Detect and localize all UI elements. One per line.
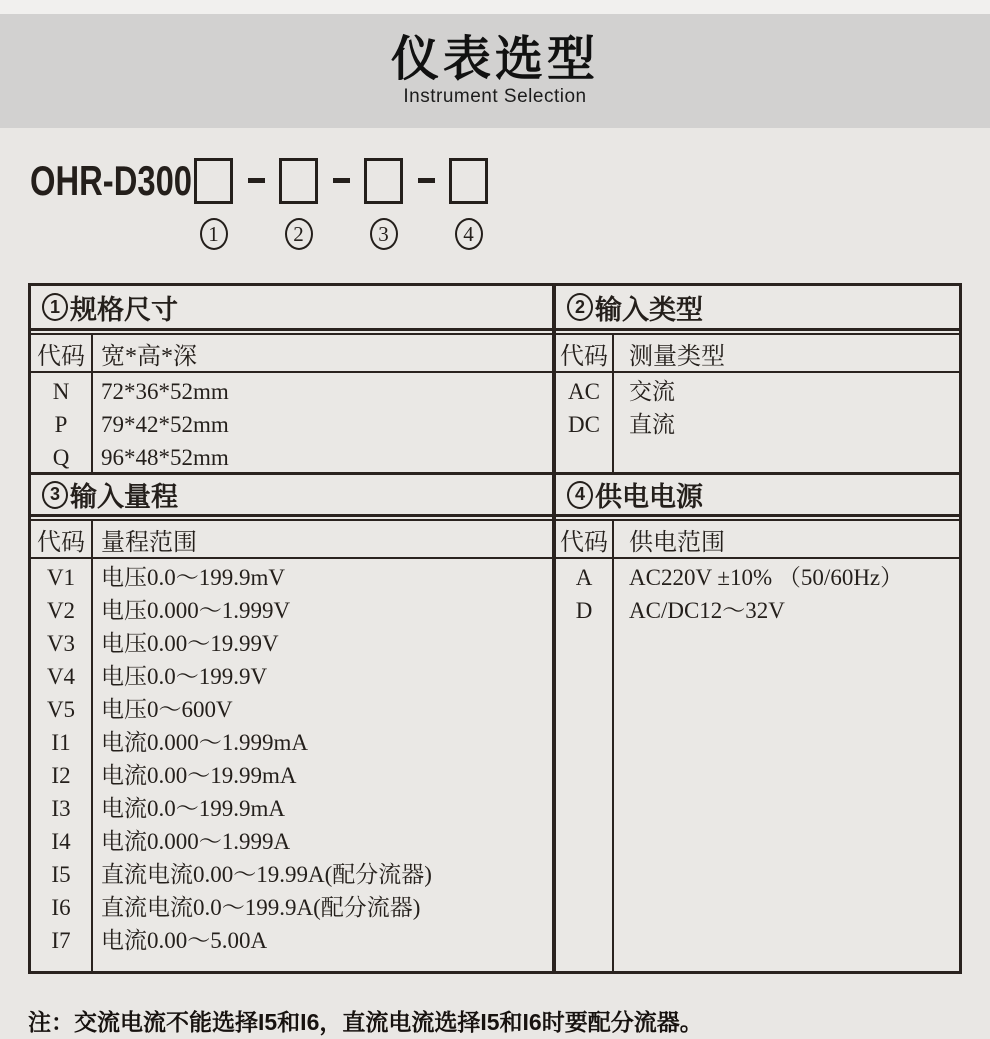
code-cell: D xyxy=(575,598,593,623)
section4-title xyxy=(556,472,959,517)
section1-col-header-code: 代码 xyxy=(31,335,93,371)
section4-title-text: 供电电源 xyxy=(595,482,703,512)
section2-code-column xyxy=(556,373,614,472)
value-cell: 电流0.00～5.00A xyxy=(101,928,268,953)
section1-title xyxy=(31,286,552,331)
circled-number-2-icon: 2 xyxy=(285,218,313,250)
code-box-4 xyxy=(449,158,488,204)
code-cell: I5 xyxy=(51,862,71,887)
top-strip xyxy=(0,0,990,14)
section3-code-column xyxy=(31,559,93,971)
model-prefix-wrap xyxy=(30,157,193,204)
circled-number-1-icon: 1 xyxy=(42,293,68,321)
value-cell: 电压0.000～1.999V xyxy=(101,598,291,623)
code-cell: I3 xyxy=(51,796,71,821)
value-cell: AC/DC12～32V xyxy=(629,598,785,623)
section3-col-header-value: 量程范围 xyxy=(101,529,197,556)
value-cell: 电流0.0～199.9mA xyxy=(101,796,285,821)
circled-number-4-icon: 4 xyxy=(455,218,483,250)
section1-title-text: 规格尺寸 xyxy=(70,294,178,325)
value-cell: 直流电流0.00～19.99A(配分流器) xyxy=(101,862,432,887)
code-box-1 xyxy=(194,158,233,204)
value-cell: 直流 xyxy=(629,412,675,437)
page-title: 仪表选型 xyxy=(390,32,599,86)
circled-number-2-icon: 2 xyxy=(567,293,593,321)
section4-col-header-code: 代码 xyxy=(556,521,614,557)
section2-rows xyxy=(556,373,959,472)
section2-col-header-code: 代码 xyxy=(556,335,614,371)
model-position-1 xyxy=(194,158,233,250)
code-cell: I4 xyxy=(51,829,71,854)
code-cell: DC xyxy=(568,412,600,437)
value-cell: 96*48*52mm xyxy=(101,445,229,470)
code-cell: V2 xyxy=(46,598,76,623)
code-cell: I6 xyxy=(51,895,71,920)
code-cell: V1 xyxy=(46,565,76,590)
section4-col-header-value: 供电范围 xyxy=(629,529,725,556)
section1-value-column xyxy=(93,373,552,472)
code-cell: V3 xyxy=(46,631,76,656)
circled-number-1-icon: 1 xyxy=(200,218,228,250)
model-position-4 xyxy=(449,158,488,250)
page-subtitle: Instrument Selection xyxy=(403,86,587,108)
section3-col-header-code: 代码 xyxy=(31,521,93,557)
value-cell: 电压0.00～19.99V xyxy=(101,631,279,656)
code-cell: I1 xyxy=(51,730,71,755)
code-cell: N xyxy=(52,379,70,404)
section2-title-text: 输入类型 xyxy=(595,294,703,325)
value-cell: 电压0.0～199.9V xyxy=(101,664,268,689)
model-code-row xyxy=(0,158,990,258)
value-cell: 电流0.000～1.999mA xyxy=(101,730,308,755)
code-cell: I2 xyxy=(51,763,71,788)
dash-separator-icon xyxy=(418,178,435,183)
code-box-2 xyxy=(279,158,318,204)
value-cell: 交流 xyxy=(629,379,675,404)
table-right-half xyxy=(556,286,959,971)
title-banner xyxy=(0,14,990,128)
value-cell: 79*42*52mm xyxy=(101,412,229,437)
code-cell: P xyxy=(54,412,68,437)
circled-number-4-icon: 4 xyxy=(567,481,593,509)
code-cell: I7 xyxy=(51,928,71,953)
section4-rows xyxy=(556,559,959,971)
dash-separator-icon xyxy=(248,178,265,183)
section2-value-column xyxy=(614,373,959,472)
table-left-half xyxy=(31,286,556,971)
code-cell: V4 xyxy=(46,664,76,689)
value-cell: 72*36*52mm xyxy=(101,379,229,404)
circled-number-3-icon: 3 xyxy=(42,481,68,509)
dash-separator-icon xyxy=(333,178,350,183)
section3-value-column xyxy=(93,559,552,971)
section2-title xyxy=(556,286,959,331)
value-cell: 电流0.00～19.99mA xyxy=(101,763,297,788)
code-cell: A xyxy=(575,565,593,590)
section2-header-row xyxy=(556,335,959,373)
value-cell: 直流电流0.0～199.9A(配分流器) xyxy=(101,895,421,920)
code-cell: AC xyxy=(568,379,600,404)
value-cell: 电压0.0～199.9mV xyxy=(101,565,285,590)
value-cell: 电流0.000～1.999A xyxy=(101,829,291,854)
model-position-3 xyxy=(364,158,403,250)
section3-title xyxy=(31,472,552,517)
section1-rows xyxy=(31,373,552,472)
model-position-2 xyxy=(279,158,318,250)
code-box-3 xyxy=(364,158,403,204)
section2-col-header-value: 测量类型 xyxy=(629,343,725,370)
section1-code-column xyxy=(31,373,93,472)
section4-code-column xyxy=(556,559,614,971)
model-prefix: OHR-D300 xyxy=(30,157,193,204)
section3-rows xyxy=(31,559,552,971)
code-cell: V5 xyxy=(46,697,76,722)
footnote: 注：交流电流不能选择I5和I6，直流电流选择I5和I6时要配分流器。 xyxy=(28,1009,703,1035)
code-cell: Q xyxy=(52,445,70,470)
section4-header-row xyxy=(556,521,959,559)
circled-number-3-icon: 3 xyxy=(370,218,398,250)
section1-col-header-value: 宽*高*深 xyxy=(101,343,197,370)
value-cell: AC220V ±10% （50/60Hz） xyxy=(629,565,904,590)
section3-title-text: 输入量程 xyxy=(70,482,178,512)
value-cell: 电压0～600V xyxy=(101,697,233,722)
section1-header-row xyxy=(31,335,552,373)
section4-value-column xyxy=(614,559,959,971)
section3-header-row xyxy=(31,521,552,559)
selection-table xyxy=(28,283,962,974)
